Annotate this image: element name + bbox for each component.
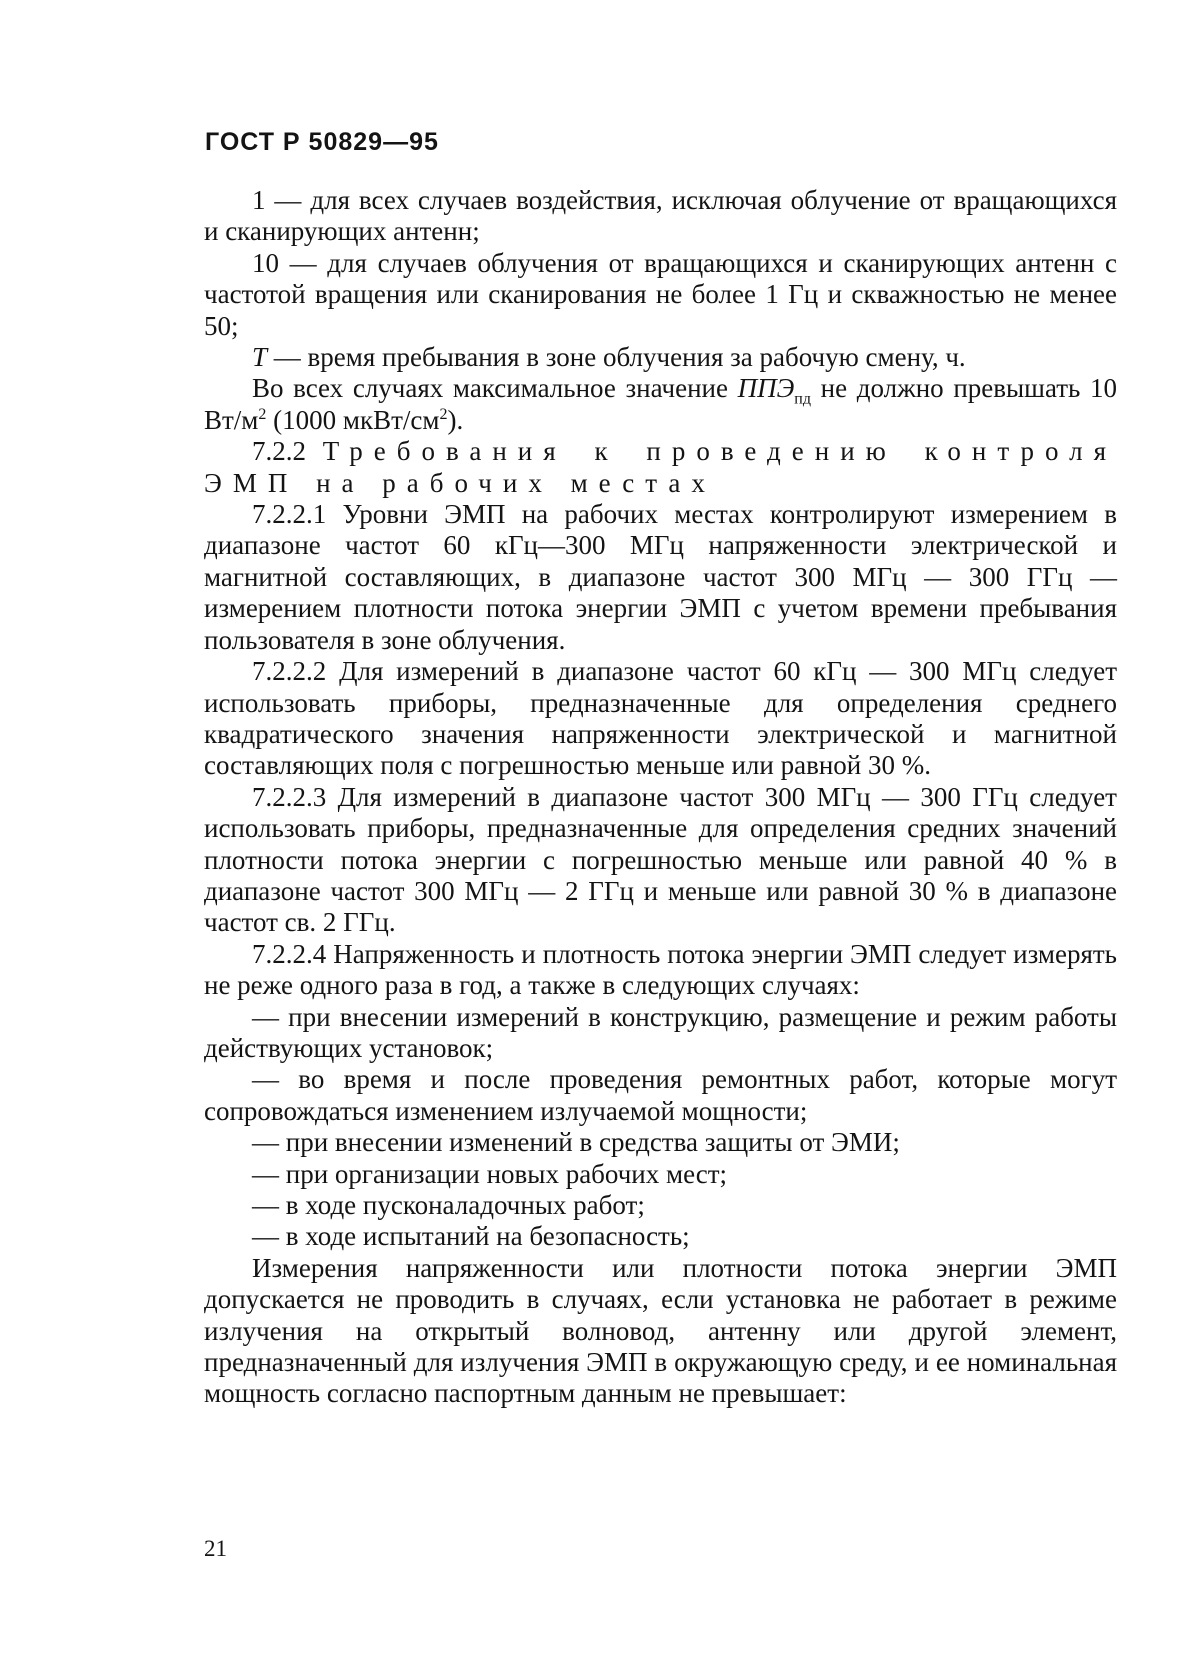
ppe-subscript: пд: [794, 390, 811, 408]
paragraph-7-2-2-2: 7.2.2.2 Для измерений в диапазоне частот 60 кГц — 300 МГц следует использовать приборы, предназначенные для определения среднего квадратического значения напряженности электрической и магнитной составляющих поля с погрешностью меньше или равной 30 %.: [204, 656, 1117, 781]
max-value-text-mid2: (1000 мкВт/см: [266, 404, 440, 435]
list-item-2: — во время и после проведения ремонтных работ, которые могут сопровождаться изменением излучаемой мощности;: [204, 1064, 1117, 1126]
paragraph-k1: 1 — для всех случаев воздействия, исключая облучение от вращающихся и сканирующих антенн;: [204, 185, 1117, 247]
variable-t: Т: [252, 342, 268, 373]
paragraph-7-2-2-4: 7.2.2.4 Напряженность и плотность потока энергии ЭМП следует измерять не реже одного раза в год, а также в следующих случаях:: [204, 938, 1117, 1001]
paragraph-t-definition: [204, 342, 1117, 373]
list-item-5: — в ходе пусконаладочных работ;: [252, 1190, 645, 1220]
max-value-text-end: ).: [447, 404, 464, 435]
unit-exponent-1: 2: [258, 405, 267, 423]
t-definition-text: — время пребывания в зоне облучения за рабочую смену, ч.: [267, 342, 966, 373]
max-value-text-mid: не должно превышать 10 Вт/м: [204, 373, 1117, 435]
unit-exponent-2: 2: [439, 405, 448, 423]
max-value-text-start: Во всех случаях максимальное значение: [252, 373, 738, 404]
list-item-4: — при организации новых рабочих мест;: [252, 1158, 728, 1189]
standard-header: ГОСТ Р 50829—95: [205, 128, 439, 156]
ppe-symbol: ППЭ: [737, 373, 795, 404]
list-item-6: — в ходе испытаний на безопасность;: [252, 1221, 690, 1252]
document-body: [204, 185, 1117, 1410]
list-item-3: — при внесении изменений в средства защиты от ЭМИ;: [252, 1127, 900, 1158]
section-heading-7-2-2: [204, 436, 1117, 499]
list-item-1: — при внесении измерений в конструкцию, размещение и режим работы действующих установок;: [204, 1001, 1117, 1063]
paragraph-closing: Измерения напряженности или плотности потока энергии ЭМП допускается не проводить в случаях, если установка не работает в режиме излучения на открытый волновод, антенну или другой элемент, предназначенный для излучения ЭМП в окружающую среду, и ее номинальная мощность согласно паспортным данным не превышает:: [204, 1252, 1117, 1409]
paragraph-7-2-2-1: 7.2.2.1 Уровни ЭМП на рабочих местах контролируют измерением в диапазоне частот 60 кГц—300 МГц напряженности электрической и магнитной составляющих, в диапазоне частот 300 МГц — 300 ГГц — измерением плотности потока энергии ЭМП с учетом времени пребывания пользователя в зоне облучения.: [204, 499, 1117, 655]
section-number: 7.2.2: [252, 436, 306, 467]
paragraph-max-value: [204, 373, 1117, 436]
section-title: Требования к проведению контроля ЭМП на рабочих местах: [204, 436, 1117, 498]
paragraph-7-2-2-3: 7.2.2.3 Для измерений в диапазоне частот 300 МГц — 300 ГГц следует использовать приборы, предназначенные для определения средних значений плотности потока энергии с погрешностью меньше или равной 40 % в диапазоне частот 300 МГц — 2 ГГц и меньше или равной 30 % в диапазоне частот св. 2 ГГц.: [204, 781, 1117, 938]
paragraph-k10: 10 — для случаев облучения от вращающихся и сканирующих антенн с частотой вращения или сканирования не более 1 Гц и скважностью не менее 50;: [204, 247, 1117, 341]
page-number: 21: [204, 1536, 227, 1561]
